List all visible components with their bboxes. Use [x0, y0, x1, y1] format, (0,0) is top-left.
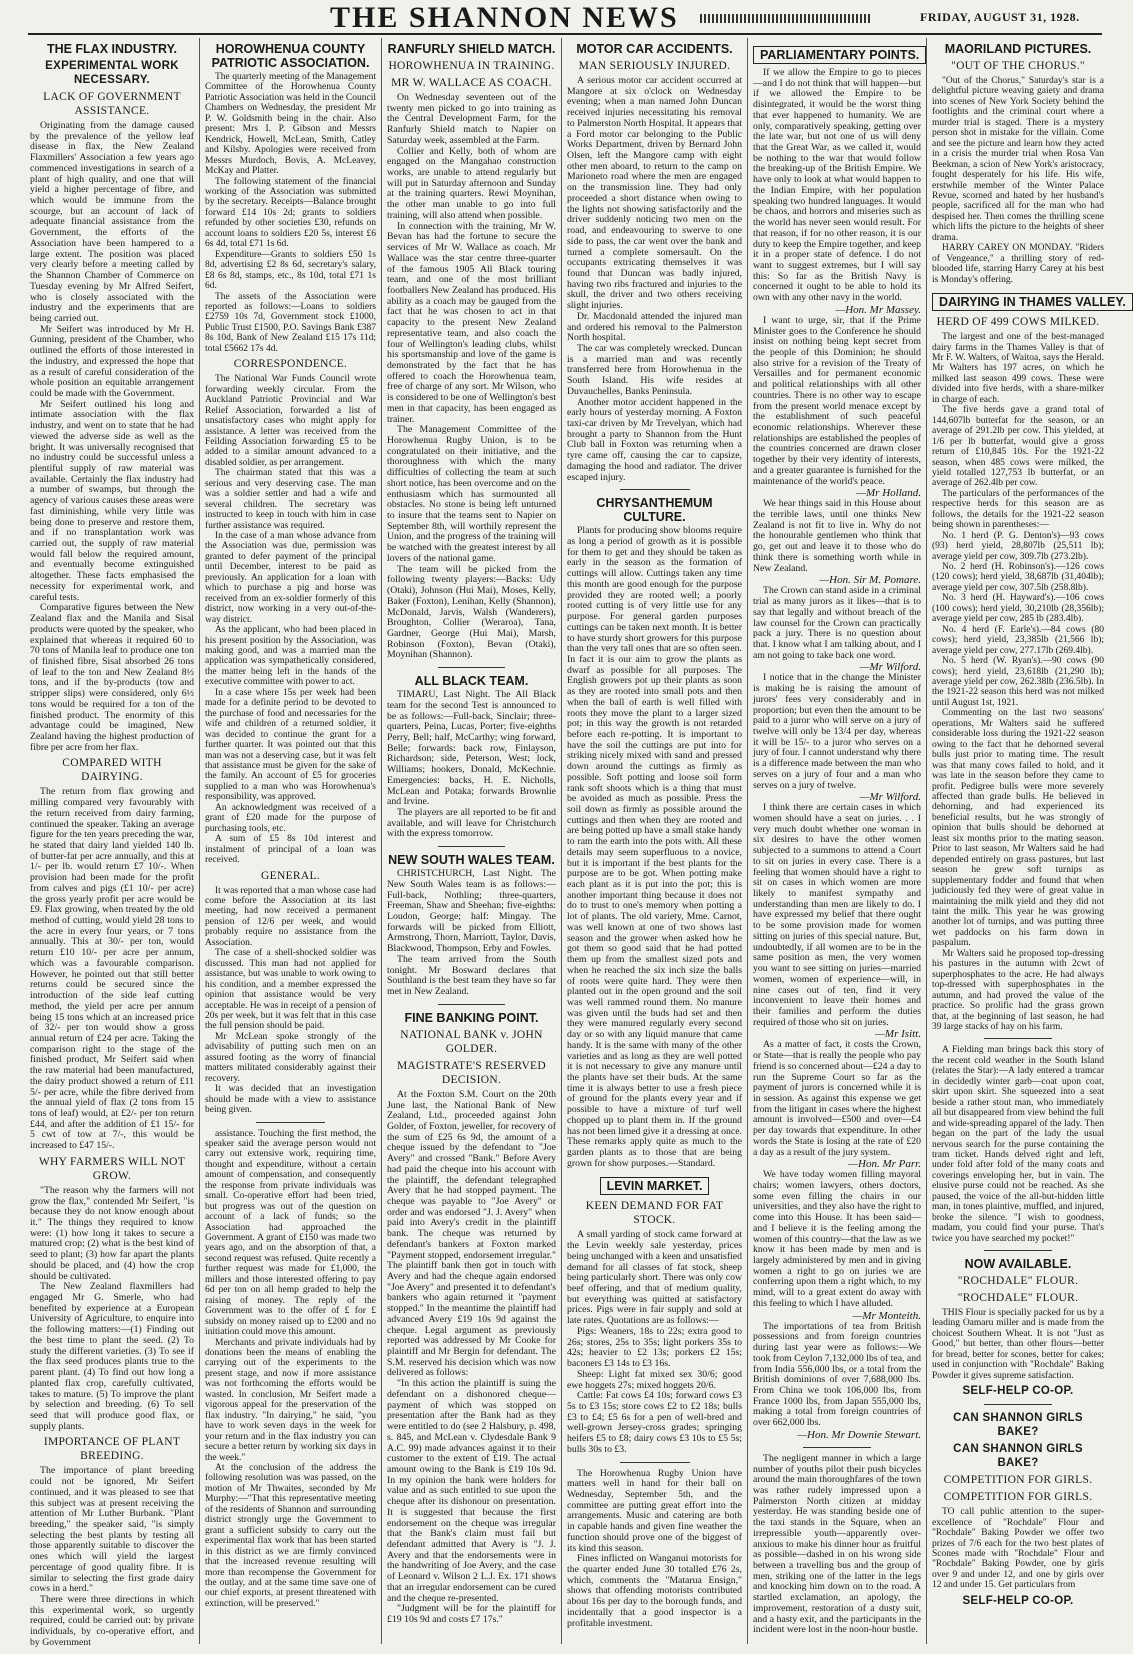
article-paragraph: I think there are certain cases in which women should have a seat on juries. . . I very much doubt whether one woman in six desires to have the other women subjected to a summons to attend a Court to sit on juries in every case. There is a feeling that women should have a right to sit on cases in which women are more likely to manifest sympathy and understanding than men are likely to do. I have expressed my belief that there ought to be some provision made for women sitting on juries of this special nature. But, undoubtedly, if all women are to be in the same position as men, the very women you want to see sitting on juries—married women, women of experience—will, in nine cases out of ten, find it very inconvenient to leave their homes and their families and perform the duties required of those who sit on juries.: [753, 802, 921, 1028]
article-headline: CHRYSANTHEMUM CULTURE.: [596, 496, 713, 525]
speaker-attribution: —Hon. Mr Downie Stewart.: [797, 1428, 921, 1441]
section-subhead: COMPARED WITH DAIRYING.: [62, 757, 162, 784]
herd-record: No. 4 herd (F. Earle's).—84 cows (80 cows); herd yield, 23,385lb (21,566 lb); average yield per cow, 277.17lb (269.4lb).: [932, 624, 1104, 656]
article-paragraph: The players are all reported to be fit and available, and will leave for Christchurch with the express tomorrow.: [387, 807, 556, 840]
article-paragraph: The particulars of the performances of the respective herds for this season are as follows, the details for the 1921-22 season being shown in parentheses:—: [932, 488, 1104, 531]
article-paragraph: The five herds gave a grand total of 144,607lb butterfat for the season, or an average of 291.2lb per cow. This yielded, at 1/6 per lb butterfat, would give a gross return of £10,845 10s. For the 1921-22 season, when 485 cows were milked, the yield totalled 127,753 lb butterfat, or an average of 262.4lb per cow.: [932, 405, 1104, 489]
speaker-attribution: —Hon. Mr Parr.: [848, 1158, 921, 1171]
article-paragraph: Mr Walters said he proposed top-dressing his pastures in the autumn with 2cwt of superphosphates to the acre. He had always top-dressed with superphosphates in the autumn, and had proved the value of the practice. So prolific had the grass grown that, at the beginning of last season, he had 39 large stacks of hay on his farm.: [932, 948, 1104, 1032]
article-headline: MAORILAND PICTURES.: [944, 42, 1092, 56]
section-subhead: WHY FARMERS WILL NOT GROW.: [38, 1155, 186, 1182]
article-paragraph: The team will be picked from the following twenty players:—Backs: Udy (Otaki), Johnson (Hui Mai), Moses, Kelly, Baker (Foxton), Lenihan, Kelly (Shannon), McDonald, Jarvis, Walsh (Wanderers), Broughton, Collier (Weraroa), Tana, Gardner, George (Hui Mai), Marsh, Robinson (Foxton), Bevan (Otaki), Moynihan (Shannon).: [387, 563, 556, 661]
advert-subhead: COMPETITION FOR GIRLS.: [943, 1491, 1093, 1504]
masthead: [0, 0, 1114, 34]
section-subhead: GENERAL.: [261, 869, 320, 882]
advert-body: THIS Flour is specially packed for us by a leading Oamaru miller and is made from the choicest Southern Wheat. It is not "Just as Good," but better, than other flours—better for bread, better for scones, better for cakes; used in conjunction with "Rochdale" Baking Powder it gives supreme satisfaction.: [932, 1308, 1104, 1381]
article-subhead: HERD OF 499 COWS MILKED.: [936, 316, 1100, 329]
article-paragraph: The National War Funds Council wrote forwarding weekly circular. From the Auckland Patriotic Provincial and War Relief Association, forwarded a list of unsatisfactory cases who might apply for assistance. A letter was received from the Feilding Association forwarding £5 to be added to a similar amount advanced to a disabled soldier, as per arrangement.: [205, 374, 376, 468]
article-paragraph: The following statement of the financial working of the Association was submitted by the secretary. Receipts—Balance brought forward £14 10s 2d; grants to soldiers refunded by other societies £30, refunds on account loans to soldiers £20 5s, interest £6 6s 4d, total £71 1s 6d.: [205, 176, 376, 250]
column-maoriland-dairying: [932, 38, 1126, 1650]
article-paragraph: HARRY CAREY ON MONDAY. "Riders of Vengeance," a thrilling story of red-blooded life, starring Harry Carey at his best is Monday's offering.: [932, 243, 1104, 285]
article-paragraph: A sum of £5 8s 10d interest and instalment of principal of a loan was received.: [205, 834, 376, 866]
article-paragraph: Originating from the damage caused by the prevalence of the yellow leaf disease in flax, the New Zealand Flaxmillers' Association a few years ago commenced investigations in search of a plant of high quality, and one that will yield a higher percentage of fibre, and which would be immune from the scourge, but an account of lack of adequate financial assistance from the Government, the efforts of the Association have been hampered to a large extent. The position was placed very clearly before a meeting called by the Shannon Chamber of Commerce on Tuesday evening by Mr Alfred Seifert, who is closely associated with the industry and the experiments that are being carried out.: [30, 120, 194, 324]
column-motor-accidents: [567, 38, 742, 1650]
article-headline: PARLIAMENTARY POINTS.: [753, 46, 926, 64]
article-paragraph: "Out of the Chorus," Saturday's star is a delightful picture weaving gaiety and drama into scenes of New York Society behind the footlights and the criminal court where a murder trial is staged. There is a mystery person shot in mistake for the villain. Come and see the picture and learn how they acted in a crisis the murder trial when Rosa Van Beekman, a scion of New York's aristocracy, fought desperately for his life. His wife, erstwhile member of the Winter Palace Revue, scorned and hated by her husband's people, sacrificed all for the man who had despised her. Then comes the thrilling scene which lifts the picture to the heights of sheer drama.: [932, 76, 1104, 243]
advert-headline: NOW AVAILABLE.: [964, 1257, 1072, 1272]
advert-subhead: "ROCHDALE" FLOUR.: [957, 1292, 1079, 1305]
article-headline: RANFURLY SHIELD MATCH.: [387, 42, 556, 56]
article-separator: [620, 1462, 690, 1463]
speaker-attribution: —Hon. Mr Massey.: [835, 303, 921, 316]
article-paragraph: The Management Committee of the Horowhenua Rugby Union, is to be congratulated on their initiative, and the thoroughness with which the many difficulties of collecting the team at such short notice, has been overcome and on the enthusiasm which has surmounted all obstacles. No stone is being left unturned to insure that the teams sent to Napier on September 8th, will worthily represent the Union, and the progress of the training will be watched with the greatest interest by all lovers of the national game.: [387, 424, 556, 564]
article-paragraph: The Crown can stand aside in a criminal trial as many jurors as it likes—that is to say that legally and without breach of the law counsel for the Crown can practically pack a jury. There is no question about that. I know what I am talking about, and I am not going to take back one word.: [753, 585, 921, 661]
article-paragraph: assistance. Touching the first method, the speaker said the average person would not carry out extensive work, requiring time, thought and expenditure, without a certain amount of compensation, and consequently the response from private individuals was small. Co-operative effort had been tried, but progress was out of the question on account of a lack of funds; so the Association had approached the Government. A grant of £150 was made two years ago, and on the absorption of that, a second request was refused. Quite recently a further request was made for £1,000, the millers and those interested offering to pay 6d per ton on all hemp graded to help the raising of money. The reply of the Government was to the offer of £ for £ subsidy on money raised up to £200 and no initiation could move this amount.: [205, 1128, 376, 1338]
column-ranfurly-shield: [387, 38, 556, 1650]
article-paragraph: The case of a shell-shocked soldier was discussed. This man had not applied for assistance, but was unable to work owing to his condition, and a member expressed the opinion that assistance would be very acceptable. He was in receipt of a pension of 20s per week, but it was felt that in this case the full pension should be paid.: [205, 948, 376, 1032]
article-paragraph: CHRISTCHURCH, Last Night. The New South Wales team is as follows:—Full-back, Nothling; three-quarters, Freeman, Shaw and Sheehan; five-eighths: Loudon, George; half: Mingay. The forwards will be picked from Elliott, Armstrong, Thorn, Marriott, Taylor, Davis, Blackwood, Thompson, Erby and Fowles.: [387, 868, 556, 955]
article-paragraph: TIMARU, Last Night. The All Black team for the second Test is announced to be as follows:—Full-back, Sinclair; three-quarters, Peina, Lucas, Porter; five-eighths Perry, Bell; half, McCarthy; wing forward, Belle; forwards: back row, Finlayson, Richardson; side, Peterson, West; lock, Williams; hookers, Donald, McKechnie. Emergencies: backs, H. E. Nicholls, McLean and Potaka; forwards Brownlie and Irvine.: [387, 689, 556, 808]
article-paragraph: Mr McLean spoke strongly of the advisability of putting such men on an assured footing as the worry of financial matters militated considerably against their recovery.: [205, 1031, 376, 1084]
advert-body: TO call public attention to the super-excellence of "Rochdale" Flour and "Rochdale" Baking Powder we offer two prizes of 7/6 each for the two best plates of Scones made with "Rochdale" Flour and "Rochdale" Baking Powder, one by girls over 9 and under 12, and one by girls over 12 and under 15. Get particulars from: [932, 1507, 1104, 1591]
article-separator: [984, 1250, 1053, 1251]
article-paragraph: The importance of plant breeding could not be ignored, Mr Seifert continued, and it was pleased to see that this subject was at present receiving the attention of Mr Luther Burbank. "Plant breeding," the speaker said, "is simply selecting the best plants by testing all those apparently suitable to discover the ones which will yield the largest percentage of good quality fibre. It is similar to selecting the first grade dairy cows in a herd.": [30, 1465, 194, 1595]
herd-record: No. 5 herd (W. Ryan's).—90 cows (90 cows); herd yield, 23,618lb (21,290 lb); average yield per cow, 262.38lb (236.5lb). In the 1921-22 season this herd was not milked until August 1st, 1921.: [932, 656, 1104, 708]
article-paragraph: Sheep: Light fat mixed sex 30/6; good ewe hoggets 27s; mixed hoggets 20/6.: [567, 1368, 742, 1391]
article-subhead: MAN SERIOUSLY INJURED.: [578, 60, 731, 72]
advert-headline: CAN SHANNON GIRLS BAKE?: [953, 1412, 1083, 1439]
article-paragraph: I want to urge, sir, that if the Prime Minister goes to the Conference he should insist on nothing being kept secret from the people of this Dominion; he should also strive for a revision of the Treaty of Versailles and for permanent economic and political relationships with all other countries. There is no other way to escape from the present world menace except by the establishment of such peaceful economic relationships. Wherever these relationships are established the peoples of the countries concerned are drawn closer together by their very identity of interests, and a greater guarantee is furnished for the maintenance of the world's peace.: [753, 314, 921, 487]
speaker-attribution: —Mr Wilford.: [859, 791, 921, 804]
column-divider: [561, 38, 562, 1644]
article-paragraph: We hear things said in this House about the terrible laws, until one thinks New Zealand is not fit to live in. Why do not the honourable gentlemen who think that go, get out and leave it to those who do think there is something worth while in New Zealand.: [753, 498, 921, 574]
article-headline: FINE BANKING POINT.: [404, 1010, 539, 1025]
article-paragraph: Expenditure—Grants to soldiers £50 1s 8d, advertising £2 8s 6d, secretary's salary, £8 6s 8d, stamps, etc., 8s 10d, total £71 1s 6d.: [205, 249, 376, 292]
article-paragraph: "In this action the plaintiff is suing the defendant on a dishonored cheque—payment of which was stopped on presentation after the Bank had as they were entitled to do (see 2 Halsbury, p. 498, s. 845, and McLean v. Clydesdale Bank 9 A.C. 99) made advances against it to their customer to the extent of £19. The actual amount owing to the Bank is £19 10s 9d. In my opinion the bank were holders for value and as such entitled to sue upon the cheque after its dishonour on presentation. It is suggested that because the first endorsement on the cheque was irregular that the Bank's claim must fail but defendant admitted that Avery is "J. J. Avery and that the endorsements were in the handwriting of Joe Avery, and the case of Leonard v. Wilson 2 L.J. Ex. 171 shows that an irregular endorsement can be cured and the cheque re-presented.: [387, 1378, 556, 1604]
advertiser-name: SELF-HELP CO-OP.: [962, 1385, 1074, 1398]
article-paragraph: The importations of tea from British possessions and from foreign countries during last year were as follows:—We took from Ceylon 7,132,000 lbs of tea, and from India 556,000 lbs, or a total from the British dominions of over 7,688,000 lbs. From China we took 106,000 lbs, from France 1000 lbs, from Japan 555,000 lbs, making a total from foreign countries of over 662,000 lbs.: [753, 1320, 921, 1429]
column-divider: [199, 38, 200, 1644]
article-paragraph: The team arrived from the South tonight. Mr Bosward declares that Southland is the best team they have so far met in New Zealand.: [387, 953, 556, 998]
issue-date: FRIDAY, AUGUST 31, 1928.: [920, 10, 1080, 24]
article-paragraph: A serious motor car accident occurred at Mangore at six o'clock on Wednesday evening; when a man named John Duncan received injuries necessitating his removal to Palmerston North Hospital. It appears that a Ford motor car belonging to the Public Works Department, driven by Bernard John Olsen, left the Mangore camp with eight other men aboard, to return to the camp on Marioneto road where the men are engaged on the transmission line. They had only proceeded a short distance when owing to the lights not showing satisfactorily and the driver suddenly noticing two men on the road, and endeavouring to swerve to one side to pass, the car went over the bank and turned a complete somersault. On the occupants extricating themselves it was found that Duncan was badly injured, having two ribs fractured and injuries to the skull, the driver and two others receiving slight injuries.: [567, 75, 742, 312]
article-subhead: KEEN DEMAND FOR FAT STOCK.: [585, 1200, 724, 1227]
speaker-attribution: —Mr Isitt.: [875, 1028, 921, 1041]
article-headline: ALL BLACK TEAM.: [414, 674, 529, 689]
article-headline: LEVIN MARKET.: [600, 1177, 710, 1195]
masthead-rule: [28, 33, 1102, 35]
article-paragraph: I notice that in the change the Minister is making he is raising the amount of jurors' fees very considerably and in proportion; but even then the amount to be paid to a juror who will serve on a jury of twelve will only be 13/4 per day, whereas it will be 15/- to a juror who serves on a jury of four. I cannot understand why there is a difference made between the man who serves on a jury of four and a man who serves on a jury of twelve.: [753, 672, 921, 791]
column-patriotic-association: [205, 38, 376, 1650]
speaker-attribution: —Hon. Sir M. Pomare.: [819, 574, 921, 587]
article-paragraph: At the Foxton S.M. Court on the 20th June last, the National Bank of New Zealand, Ltd., proceeded against John Golder, of Foxton, jeweller, for recovery of the sum of £25 6s 9d, the amount of a cheque issued by the defendant to "Joe Avery" and crossed "Bank." Before Avery had paid the cheque into his account with the plaintiff, the defendant telegraphed Avery that he had stopped payment. The cheque was payable to "Joe Avery" or order and was endorsed "J. J. Avery" when paid into Avery's credit in the plaintiff bank. The cheque was returned by defendant's bankers at Foxton marked "Payment stopped, endorsement irregular." The plaintiff bank then got in touch with Avery and had the cheque again endorsed "Joe Avery" and presented it to defendant's bankers who again returned it "payment stopped." In the meantime the plaintiff had advanced Avery £19 10s 9d against the cheque. Legal argument as previously reported was addressed by Mr Cooke for plaintiff and Mr Bergin for defendant. The S.M. reserved his decision which was now delivered as follows:: [387, 1088, 556, 1379]
column-divider: [926, 38, 927, 1644]
article-separator: [438, 846, 506, 847]
article-paragraph: On Wednesday seventeen out of the twenty men picked to go into training as the Central Development Farm, for the Ranfurly Shield match to Napier on Saturday week, assembled at the Farm.: [387, 92, 556, 146]
section-subhead: IMPORTANCE OF PLANT BREEDING.: [43, 1436, 181, 1463]
article-paragraph: Comparative figures between the New Zealand flax and the Manila and Sisal products were quoted by the speaker, who explained that whereas it required 60 to 70 tons of Manila leaf to produce one ton of finished fibre, Sisal absorbed 26 tons of leaf to the ton and New Zealand 8½ tons, and if the by-products (tow and stripper slips) were considered, only 6½ tons would be required for a ton of the finished product. The enormity of this advantage could be imagined, New Zealand having the highest production of fibre per acre from her flax.: [30, 602, 194, 753]
article-paragraph: The return from flax growing and milling compared very favourably with the return received from dairy farming, continued the speaker. Taking an average figure for the ten years preceding the war, he stated that dairy land yielded 140 lb. of butter-fat per acre annually, and this at 1/- per lb. would return £7 10/-. When provision had been made for the profit from calves and pigs (£1 10/- per acre) the gross yearly profit per acre would be £9. Flax growing, when treated by the old method of cutting, would yield 28 tons to the acre in every four years, or 7 tons annually. This at 30/- per ton, would return £10 10/- per acre per annum, which was a favourable comparison. However, he pointed out that still better returns could be secured since the introduction of the side leaf cutting method, the yield per acre per annum being 15 tons which at an increased price of 32/- per ton would show a gross annual return of £24 per acre. Taking the comparison right to the stage of the finished product, Mr Seifert said when the raw material had been manufactured, the dairy product showed a return of £11 5/- per acre, while the fibre derived from the annual yield of flax (2 tons from 15 tons of leaf) would, at £2/- per ton return £44, and after the addition of £1 15/- for 5 cwt of tow at 7/-, this would be increased to £47 15/-.: [30, 786, 194, 1152]
article-paragraph: Collier and Kelly, both of whom are engaged on the Mangahao construction works, are unable to attend regularly but will put in Saturday afternoon and Sunday at the training quarters. Rewi Moynihan, the other man unable to go into full training, will also attend when possible.: [387, 145, 556, 221]
article-paragraph: Merchants and private individuals had by donations been the means of enabling the carrying out of the experiments to the present stage, and now if more assistance was not forthcoming the efforts would be wasted. In conclusion, Mr Seifert made a vigorous appeal for the preservation of the flax industry. "In dairying," he said, "you have to work seven days in the week for your return and in the flax industry you can secure a better return by working six days in the week.": [205, 1337, 376, 1463]
article-paragraph: In connection with the training, Mr W. Bevan has had the fortune to secure the services of Mr W. Wallace as coach. Mr Wallace was the star centre three-quarter of the famous 1905 All Black touring team, and one of the most brilliant footballers New Zealand has produced. His ability as a coach may be gauged from the fact that he was chosen to act in that capacity to the present New Zealand representative team, and also coach the four of Wellington's leading clubs, whilst his sportsmanship and love of the game is demonstrated by the fact that he has offered to coach the Horowhenua team, free of charge of any sort. Mr Wilson, who is considered to be one of Wellington's best men in that capacity, has been engaged as trainer.: [387, 220, 556, 425]
speaker-attribution: —Mr Monteith.: [852, 1309, 921, 1322]
article-paragraph: "Judgment will be for the plaintiff for £19 10s 9d and costs £7 17s.": [387, 1603, 556, 1625]
article-separator: [438, 667, 506, 668]
article-headline: HOROWHENUA COUNTY PATRIOTIC ASSOCIATION.: [211, 42, 370, 70]
article-paragraph: There were three directions in which this experimental work, so urgently required, could be carried out: by private individuals, by co-operative effort, and by Government: [30, 1594, 194, 1648]
article-paragraph: Commenting on the last two seasons' operations, Mr Walters said he suffered considerable loss during the 1921-22 season owing to the fact that he dehorned several bulls just prior to mating time. The result was that many cows failed to hold, and it was late in the season before they came to profit. Pedigree bulls were more severely affected than grade bulls. He believed in dehorning, and had experienced its beneficial results, but he was strongly of opinion that bulls should be dehorned at least six months prior to the mating season. Prior to last season, Mr Walters said he had depended entirely on grass pastures, but last season he grew soft turnips as supplementary fodder and found that when judiciously fed they were of great value in maintaining the milk yield and they did not taint the milk. This year he was growing another lot of turnips, and was putting three wet paddocks on his farm down in paspalum.: [932, 708, 1104, 949]
masthead-ornament: [700, 14, 870, 23]
article-paragraph: An acknowledgment was received of a grant of £20 made for the purpose of purchasing tools, etc.: [205, 802, 376, 834]
article-paragraph: It was decided that an investigation should be made with a view to assistance being given.: [205, 1084, 376, 1116]
article-paragraph: Mr Seifert outlined his long and intimate association with the flax industry, and went on to state that he had viewed the adverse side as well as the bright. It was universally recognised that no industry could be successful unless a plentiful supply of raw material was available. Certainly the flax industry had a number of swamps, but through the agency of various causes these areas were fast diminishing, while very little was being done to preserve and restore them, and if no transplantation work was carried out, the supply of raw material would fall below the required amount, and eventually become extinguished altogether. These facts emphasised the necessity for experimental work, and careful tests.: [30, 398, 194, 603]
article-paragraph: The assets of the Association were reported as follows:—Loans to soldiers £2759 10s 7d, Government stock £1000, Public Trust £1500, P.O. Savings Bank £387 8s 10d, Bank of New Zealand £15 17s 11d; total £5662 17s 4d.: [205, 291, 376, 354]
article-subhead: MAGISTRATE'S RESERVED DECISION.: [397, 1059, 546, 1086]
article-paragraph: Mr Seifert was introduced by Mr H. Gunning, president of the Chamber, who outlined the efforts of those interested in the industry, and expressed the hope that as a result of careful consideration of the whole position an equitable arrangement could be made with the Government.: [30, 323, 194, 399]
article-separator: [984, 1404, 1053, 1405]
article-paragraph: "The reason why the farmers will not grow the flax," contended Mr Seifert, "is because they do not know enough about it." The things they required to know were: (1) how long it takes to secure a matured crop; (2) what is the best kind of seed to plant; (3) how far apart the plants should be placed, and (4) how the crop should be cultivated.: [30, 1184, 194, 1282]
article-paragraph: Pigs: Weaners, 18s to 22s; extra good to 26s; stores, 25s to 35s; light porkers 35s to 42s; heavier to £2 13s; porkers £2 15s; baconers £3 14s to £3 16s.: [567, 1325, 742, 1370]
article-paragraph: We have today women filling mayoral chairs; women lawyers, others doctors, some even filling the chairs in our universities, and they also have the right to come into this House. It has been said—and I believe it is the feeling among the women of this country—that the law as we know it has been made by men and is largely administered by men and in giving women a right to go on juries we are conferring upon them a right which, to my mind, will to a great extent do away with this feeling to which I have alluded.: [753, 1169, 921, 1309]
article-paragraph: It was reported that a man whose case had come before the Association at its last meeting, had now received a permanent pension of 12/6 per week, and would probably require no assistance from the Association.: [205, 885, 376, 948]
article-subhead: "OUT OF THE CHORUS.": [951, 60, 1085, 72]
article-paragraph: As the applicant, who had been placed in his present position by the Association, was making good, and was a married man the application was sympathetically considered, the matter being left in the hands of the executive committee with power to act.: [205, 625, 376, 688]
article-separator: [803, 1447, 870, 1448]
article-paragraph: Plants for producing show blooms require as long a period of growth as it is possible for them to get and they should be taken as early in the season as the formation of cuttings will allow. Cuttings taken any time this month are good enough for the purpose provided they are rooted well; a poorly rooted cutting is of very little use for any purpose. For general garden purposes cuttings can be taken next month. It is better to have sturdy short growers for this purpose than the very tall ones that are so often seen. In fact it is our aim to grow the plants as dwarf as possible for all purposes. The English growers pot up their plants as soon as they are rooted into small pots and then when the ball of earth is well filled with roots they move the plant to a larger sized pot; in this way the growth is not retarded before each re-potting. It is important to have the soil the cuttings are put into for striking nicely mixed with sand and pressed down around the cuttings as firmly as possible. Soft potting and loose soil form rank soft shoots which is a thing that must be avoided as much as possible. Press the soil down as firmly as possible around the cuttings and then when they are rooted and are being potted up have a small stake handy to ram the earth into the pots with. All these details may seem superfluous to a novice, but it is important if the best plants for the purpose are to be got. When potting make each plant as it is put into the pot; this is another important thing because it does not do to trust to one's memory when potting a lot of plants. The old variety, Mme. Carnot, was well known at one of two shows last season and the grower when asked how he got them so good said that he had potted them up from the smallest sized pots and when he reached the six inch size the balls of roots were quite hard. They were then planted out in the open ground and the soil was well rammed round them. No manure was given until the buds had set and then they were manured regularly every second day or so with any liquid manure that came handy. It is the same with many of the other varieties and as long as they are well potted it is not necessary to give any manure until the plants have set their buds. At the same time it is always better to use a fresh piece of ground for the plants every year and if possible to have a mixture of turf well chopped up to plant them in. If the ground has not been limed give it a dressing at once. These remarks apply quite as much to the garden plants as to those that are being grown for show purposes.—Standard.: [567, 525, 742, 1169]
column-flax-industry: [30, 38, 194, 1650]
newspaper-title: THE SHANNON NEWS: [330, 1, 679, 34]
article-paragraph: In the case of a man whose advance from the Association was due, permission was granted to defer payment of the principal until December, interest to be paid as previously. An application for a loan with which to purchase a pig and horse was received from an ex-soldier formerly of this district, now working in a very out-of-the-way district.: [205, 531, 376, 625]
article-paragraph: Dr. Macdonald attended the injured man and ordered his removal to the Palmerston North hospital.: [567, 310, 742, 344]
article-paragraph: Fines inflicted on Wanganui motorists for the quarter ended June 30 totalled £76 2s, which, comments the "Matarua Ensign," shows that offending motorists contributed about 16s per day to the borough funds, and incidentally that a good inspector is a profitable investment.: [567, 1553, 742, 1629]
article-subhead: LACK OF GOVERNMENT ASSISTANCE.: [43, 91, 181, 117]
article-paragraph: The Horowhenua Rugby Union have matters well in hand for their ball on Wednesday, September 5th, and the committee are putting great effort into the arrangements. Music and catering are both in capable hands and given fine weather the function should prove one of the biggest of its kind this season.: [567, 1467, 742, 1554]
advert-subhead: "ROCHDALE" FLOUR.: [957, 1275, 1079, 1288]
article-separator: [984, 1038, 1053, 1039]
article-paragraph: If we allow the Empire to go to pieces—and I do not think that will happen—but if we allowed the Empire to be disintegrated, it would be the worst thing that ever happened to humanity. We are only, comparatively speaking, getting over the late war, but not one of us will deny that the Great War, as we called it, would be nothing to the war that would follow the breaking-up of the British Empire. We have only to look at what would happen to the Indian Empire, with her population speaking two hundred languages. It would be chaos, and horrors and miseries such as the world has never seen would result. For that reason, if for no other reason, it is our duty to keep the Empire together, and keep it in a proper state of defence. I do not want to suggest extremes, but I will say this: So far as the British Navy is concerned it ought to be able to hold its own with any other navy in the world.: [753, 67, 921, 304]
article-paragraph: A small yarding of stock came forward at the Levin weekly sale yesterday, prices being unchanged with a keen and unsatisfied demand for all classes of fat stock, sheep being particularly short. There was only cow beef offering, and that of medium quality, but everything was quitted at satisfactory prices. Pigs were in fair supply and sold at late rates. Quotations are as follows:—: [567, 1229, 742, 1327]
column-divider: [747, 38, 748, 1644]
column-divider: [381, 38, 382, 1644]
speaker-attribution: —Mr Wilford.: [859, 661, 921, 674]
article-separator: [438, 1004, 506, 1005]
article-headline: THE FLAX INDUSTRY.: [46, 42, 178, 56]
column-parliamentary-points: [753, 38, 921, 1650]
article-paragraph: The quarterly meeting of the Management Committee of the Horowhenua County Patriotic Association was held in the Council Chambers on Wednesday, the president Mr P. W. Goldsmith being in the chair. Also present: Mrs I. P. Gibson and Messrs Kendrick, Howell, McLean, Smith, Catley and Kilsby. Apologies were received from Messrs Murdoch, Bovis, A. McLeavey, McKay and Platter.: [205, 72, 376, 177]
article-paragraph: The largest and one of the best-managed dairy farms in the Thames Valley is that of Mr F. W. Walters, of Waitoa, says the Herald. Mr Walters has 197 acres, on which he milked last season 499 cows. These were divided into five herds, with a share-milker in charge of each.: [932, 332, 1104, 405]
article-subhead: NATIONAL BANK v. JOHN GOLDER.: [400, 1028, 543, 1055]
advert-headline: CAN SHANNON GIRLS BAKE?: [953, 1443, 1083, 1470]
section-subhead: CORRESPONDENCE.: [233, 358, 348, 371]
article-paragraph: Cattle: Fat cows £4 10s; forward cows £3 5s to £3 15s; store cows £2 to £2 18s; bulls £3 to £4; £5 6s for a pen of well-bred and well-grown Jersey-cross grades; springing heifers £5 to £8; dairy cows £3 10s to £5 5s; bulls 30s to £3.: [567, 1390, 742, 1455]
advert-subhead: COMPETITION FOR GIRLS.: [943, 1474, 1093, 1487]
article-paragraph: At the conclusion of the address the following resolution was was passed, on the motion of Mr Thwaites, seconded by Mr Murphy:—"That this representative meeting of the residents of Shannon and surrounding district strongly urge the Government to grant a sufficient subsidy to carry out the experimental flax work that has been started in this district as we are firmly convinced that the increased revenue resulting will more than recompense the Government for the outlay, and at the same time save one of our chief exports, at present threatened with extinction, will be preserved.": [205, 1463, 376, 1609]
article-subhead: HOROWHENUA IN TRAINING.: [388, 60, 555, 72]
speaker-attribution: —Mr Holland.: [856, 487, 921, 500]
article-separator: [256, 1122, 324, 1123]
herd-record: No. 1 herd (P. G. Denton's)—93 cows (93) herd yield, 28,807lb (25,511 lb); average yield per cow, 309.7lb (273.2lb).: [932, 530, 1104, 562]
article-paragraph: In a case where 15s per week had been made for a definite period to be devoted to the purchase of food and necessaries for the wife and children of a returned soldier, it was decided to continue the grant for a further quarter. It was pointed out that this man was not a deserving case, but it was felt that assistance must be given for the sake of the family. An account of £5 for groceries supplied to a man who was Horowhenua's responsibility, was approved.: [205, 687, 376, 803]
article-headline: NEW SOUTH WALES TEAM.: [388, 853, 555, 868]
article-paragraph: As a matter of fact, it costs the Crown, or State—that is really the people who pay friend is so concerned about—£24 a day to run the Supreme Court so far as the payment of jurors is concerned while it is in session. As against this expense we get from the litigant in cases where the highest amount is involved—£500 and over—£4 per day towards that expenditure. In other words the State is losing at the rate of £20 a day as a result of the jury system.: [753, 1039, 921, 1158]
article-subhead: EXPERIMENTAL WORK NECESSARY.: [45, 60, 179, 86]
article-paragraph: The negligent manner in which a large number of youths pilot their push bicycles around the main thoroughfares of the town was rather rudely impressed upon a Palmerston North citizen at midday yesterday. He was standing beside one of the taxi stands in the Square, when an irrepressible youth—apparently over-anxious to make his dinner hour as fruitful as possible—dashed in on his wrong side between a travelling bus and the group of men, striking one of the latter in the legs and knocking him down on to the road. A startled exclamation, an apology, the improvement, restoration of a dusty suit, and a hasty exit, and the participants in the incident were lost in the noon-hour bustle.: [753, 1452, 921, 1636]
article-paragraph: The chairman stated that this was a serious and very deserving case. The man was a soldier settler and had a wife and several children. The secretary was instructed to keep in touch with him in case further assistance was required.: [205, 468, 376, 531]
article-paragraph: A Fielding man brings back this story of the recent cold weather in the South Island (relates the Star):—A lady entered a tramcar in decidedly winter garb—coat upon coat, skirt upon skirt. She squeezed into a seat beside a rather stout man, who immediately all but disappeared from view behind the full and wide-spreading apparel of the lady. Then began on the part of the lady the usual nervous search for the purse containing the tram ticket. Hands delved right and left, under fold after fold of the many coats and coverings enveloping her, but in vain. The elusive purse could not be reached. As she paused, the voice of the all-but-hidden little man, in tones plaintive, muffled, and injured, broke the silence. "I wish to goodness, madam, you could find your purse. That's twice you have searched my pocket!": [932, 1045, 1104, 1244]
article-headline: DAIRYING IN THAMES VALLEY.: [932, 293, 1133, 311]
article-headline: MOTOR CAR ACCIDENTS.: [576, 42, 733, 56]
article-paragraph: Another motor accident happened in the early hours of yesterday morning. A Foxton taxi-car driven by Mr Trevelyan, which had brought a party to Shannon from the Hunt Club ball in Foxton was returning when a tyre came off, causing the car to capsize, damaging the hood and radiator. The driver escaped injury.: [567, 396, 742, 483]
article-subhead: MR W. WALLACE AS COACH.: [391, 77, 552, 89]
article-paragraph: The car was completely wrecked. Duncan is a married man and was recently transferred here from Horowhenua in the South Island. His wife resides at Duvauchelles, Banks Peninsula.: [567, 342, 742, 397]
advertiser-name: SELF-HELP CO-OP.: [962, 1594, 1074, 1607]
article-paragraph: The New Zealand flaxmillers had engaged Mr G. Smerle, who had benefited by experience at a European University of Agriculture, to enquire into the following matters:—(1) Finding out the best time to plant the seed. (2) To study the different varieties. (3) To see if the flax seed produces plants true to the parent plant. (4) To find out how long a planted flax crop, carefully cultivated, takes to mature. (5) To improve the plant by selection and breeding. (6) To sell seed that will produce good flax, or supply plants.: [30, 1281, 194, 1432]
herd-record: No. 2 herd (H. Robinson's).—126 cows (120 cows); herd yield, 38,687lb (31,404lb); average yield per cow, 307.5lb (258.8lb).: [932, 562, 1104, 593]
article-separator: [620, 489, 690, 490]
herd-record: No. 3 herd (H. Hayward's).—106 cows (100 cows); herd yield, 30,210lb (28,356lb); average yield per cow, 285 lb (283.4lb).: [932, 593, 1104, 625]
